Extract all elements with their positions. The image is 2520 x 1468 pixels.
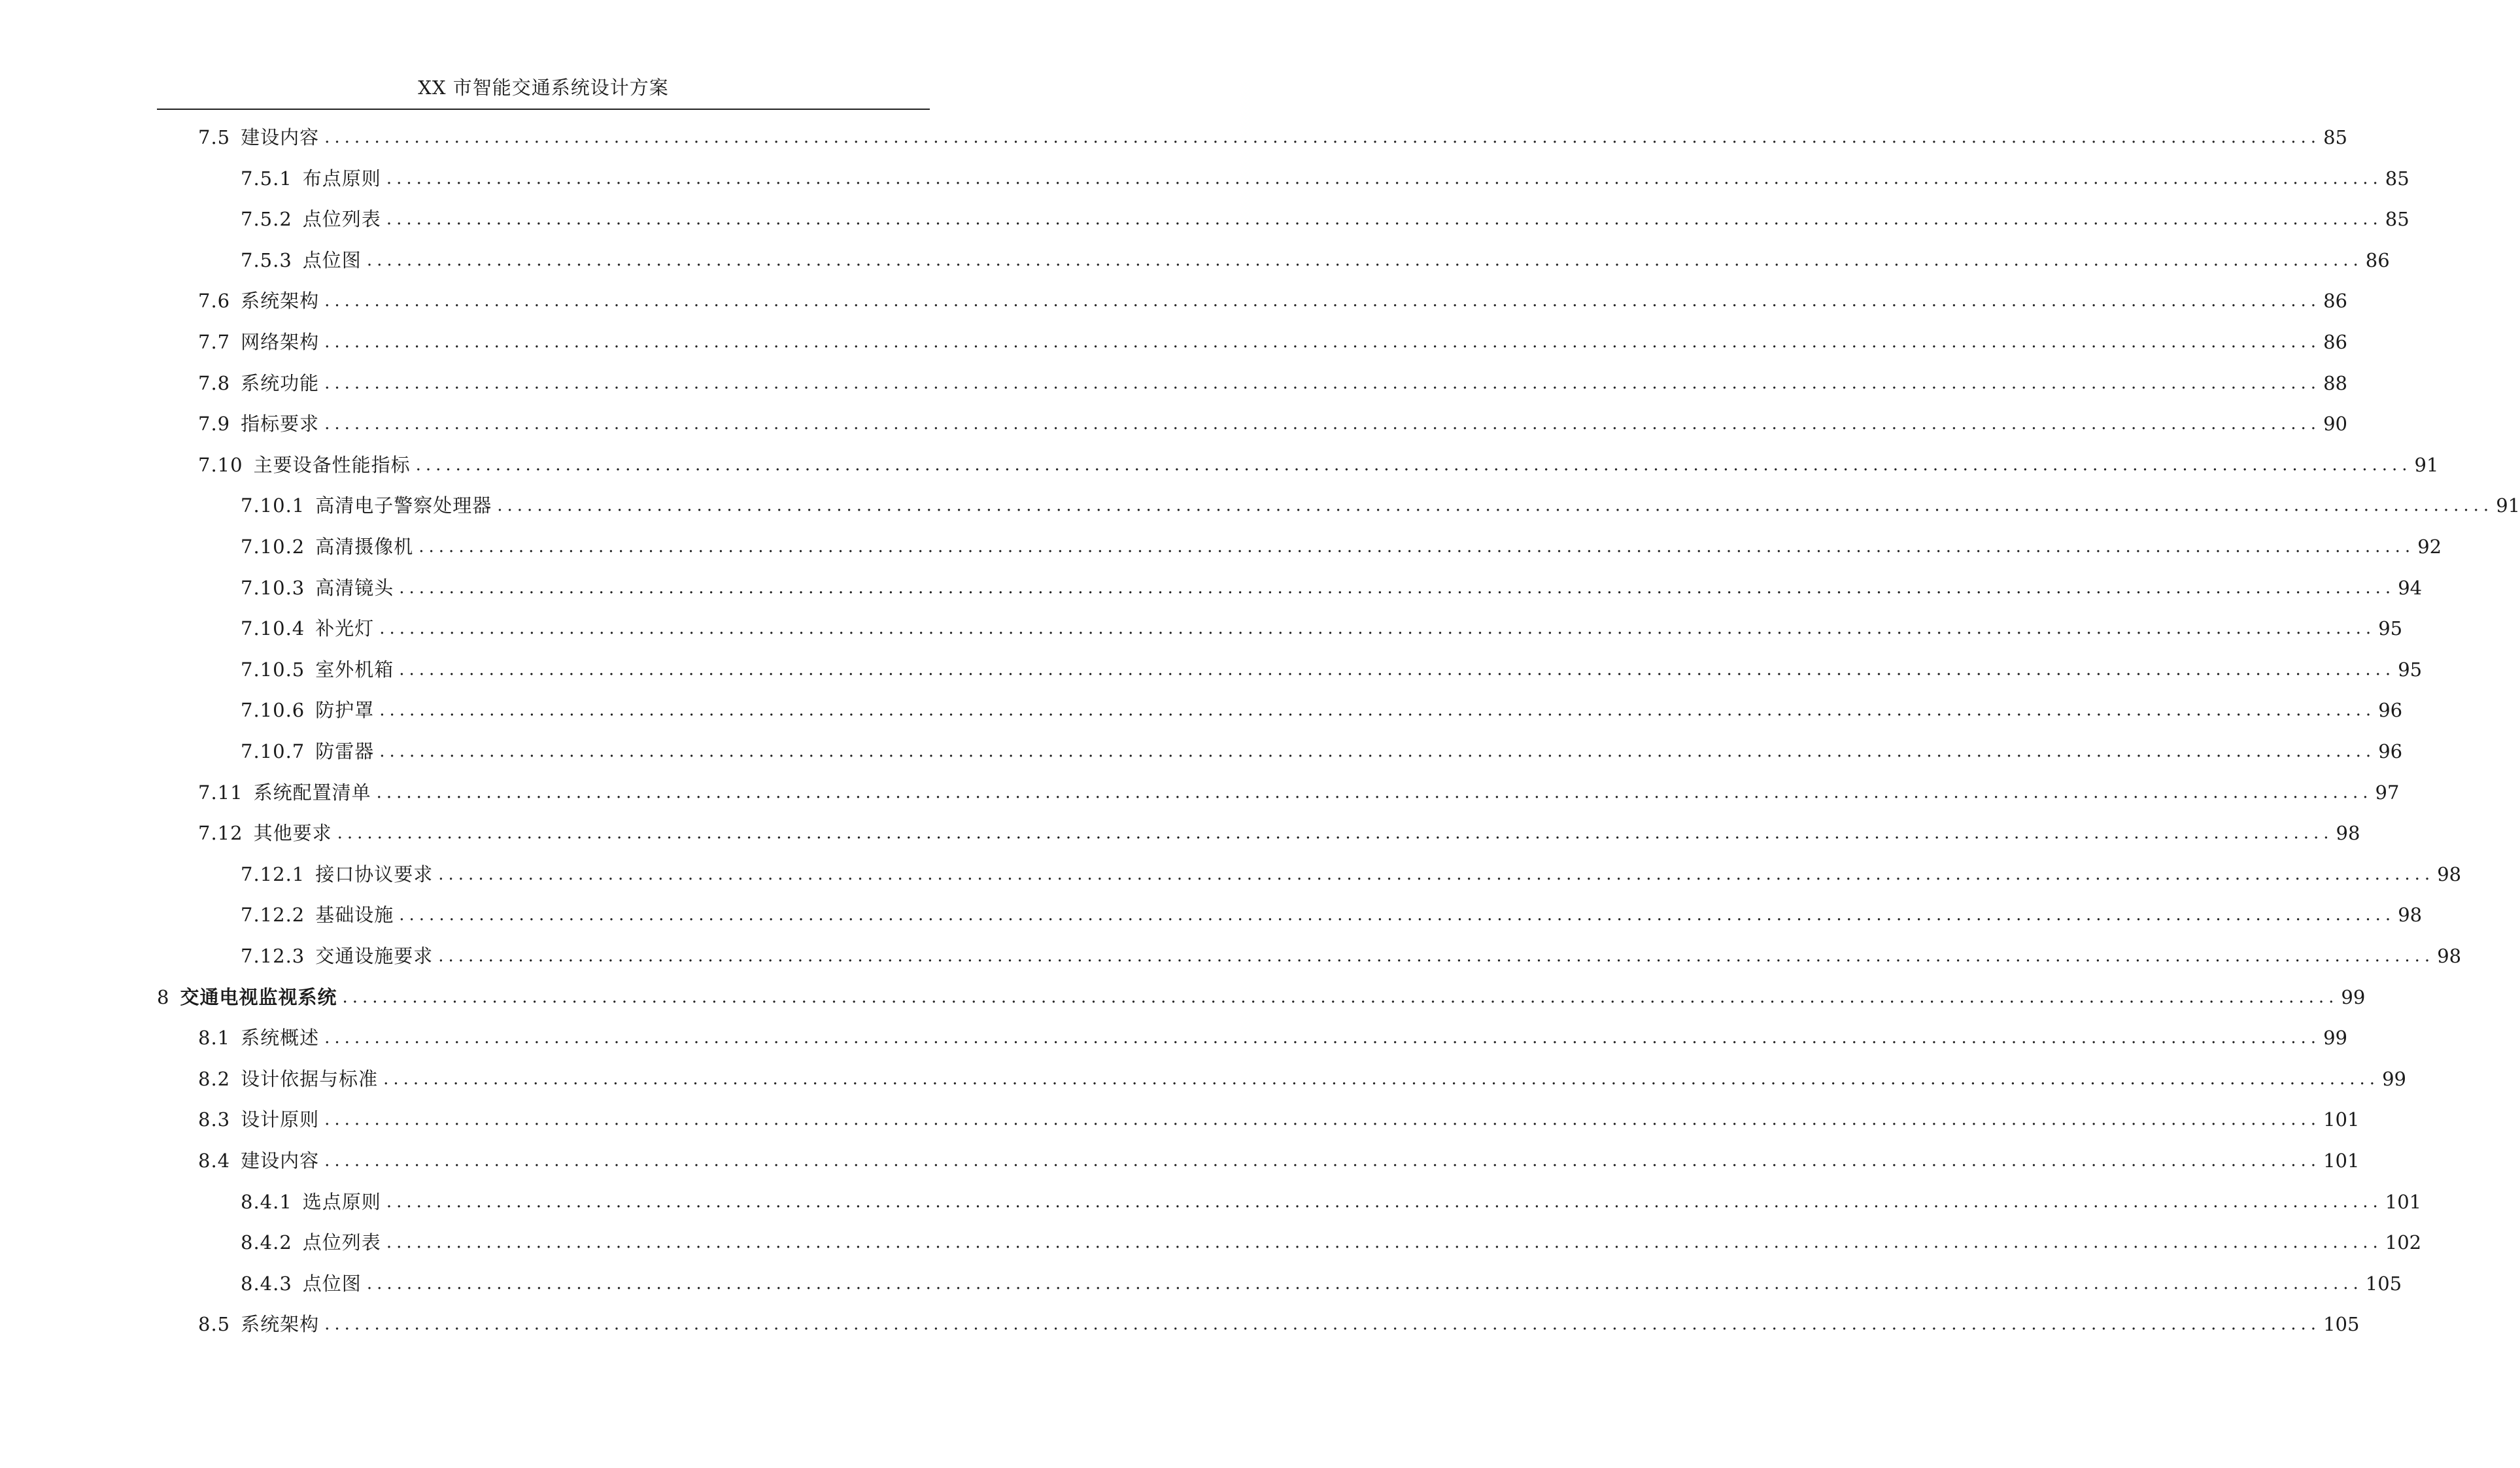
toc-entry[interactable] [241, 614, 2403, 643]
toc-entry-title: 基础设施 [315, 904, 394, 927]
toc-entry-title: 点位列表 [302, 1231, 381, 1254]
toc-entry-page-number: 95 [2398, 658, 2423, 681]
toc-entry[interactable] [241, 573, 2423, 602]
toc-dot-leader: ........................................................................................................................................................................................................ [379, 619, 2376, 639]
toc-dot-leader: ........................................................................................................................................................................................................ [386, 1191, 2383, 1212]
toc-entry-title: 点位图 [302, 1272, 362, 1295]
toc-entry-page-number: 91 [2414, 453, 2439, 476]
toc-entry-page-number: 92 [2417, 536, 2442, 558]
toc-entry[interactable] [241, 491, 2520, 520]
toc-dot-leader: ........................................................................................................................................................................................................ [399, 905, 2396, 925]
toc-entry-number: 8 [157, 985, 170, 1008]
toc-entry-title: 系统功能 [241, 371, 320, 394]
toc-entry-page-number: 105 [2365, 1272, 2402, 1295]
toc-entry-title: 系统概述 [241, 1027, 320, 1050]
toc-entry-title: 其他要求 [253, 822, 332, 845]
toc-entry-title: 点位列表 [302, 208, 381, 231]
toc-entry[interactable] [241, 1228, 2422, 1257]
toc-dot-leader: ........................................................................................................................................................................................................ [324, 373, 2321, 393]
toc-entry[interactable] [241, 1269, 2402, 1298]
toc-entry[interactable] [198, 1146, 2360, 1175]
toc-dot-leader: ........................................................................................................................................................................................................ [418, 537, 2415, 556]
toc-dot-leader: ........................................................................................................................................................................................................ [324, 332, 2321, 352]
toc-entry-title: 补光灯 [315, 617, 375, 640]
toc-dot-leader: ........................................................................................................................................................................................................ [324, 414, 2321, 434]
toc-dot-leader: ........................................................................................................................................................................................................ [386, 168, 2383, 188]
toc-dot-leader: ........................................................................................................................................................................................................ [366, 250, 2363, 270]
toc-entry-page-number: 88 [2323, 371, 2347, 394]
toc-entry[interactable] [198, 409, 2347, 438]
toc-entry-number: 7.10.6 [241, 699, 305, 722]
toc-dot-leader: ........................................................................................................................................................................................................ [438, 946, 2435, 966]
toc-entry-title: 建设内容 [241, 1150, 320, 1172]
toc-entry-page-number: 85 [2385, 208, 2409, 231]
toc-entry-number: 7.10.5 [241, 658, 305, 681]
toc-entry-number: 7.12.3 [241, 945, 305, 967]
toc-entry-title: 交通电视监视系统 [180, 985, 337, 1008]
toc-dot-leader: ........................................................................................................................................................................................................ [415, 454, 2412, 475]
toc-entry-page-number: 85 [2323, 126, 2347, 148]
toc-entry-title: 防雷器 [315, 740, 375, 762]
toc-entry-page-number: 94 [2398, 576, 2423, 599]
toc-entry-page-number: 90 [2323, 413, 2347, 435]
toc-entry[interactable] [241, 655, 2423, 684]
toc-dot-leader: ........................................................................................................................................................................................................ [379, 700, 2376, 721]
toc-dot-leader: ........................................................................................................................................................................................................ [383, 1068, 2380, 1089]
toc-dot-leader: ........................................................................................................................................................................................................ [324, 128, 2321, 147]
toc-entry-title: 设计依据与标准 [241, 1067, 379, 1090]
toc-dot-leader: ........................................................................................................................................................................................................ [386, 209, 2383, 230]
toc-entry-page-number: 105 [2323, 1313, 2360, 1336]
toc-entry-number: 8.2 [198, 1067, 231, 1090]
toc-entry[interactable] [241, 860, 2462, 889]
toc-entry[interactable] [198, 369, 2347, 398]
toc-entry[interactable] [198, 1065, 2406, 1093]
toc-entry-number: 8.4.2 [241, 1231, 292, 1254]
toc-entry-number: 7.6 [198, 290, 231, 313]
toc-entry-page-number: 99 [2382, 1067, 2406, 1090]
page-header-title: XX 市智能交通系统设计方案 [418, 77, 669, 99]
toc-entry-title: 建设内容 [241, 126, 320, 148]
toc-dot-leader: ........................................................................................................................................................................................................ [366, 1273, 2363, 1293]
toc-entry-number: 8.1 [198, 1027, 231, 1050]
toc-entry-title: 防护罩 [315, 699, 375, 722]
toc-entry[interactable] [198, 1310, 2360, 1339]
toc-entry-number: 7.5.3 [241, 248, 292, 271]
toc-entry-page-number: 98 [2398, 904, 2423, 927]
toc-entry-page-number: 98 [2437, 862, 2462, 885]
toc-entry[interactable] [241, 737, 2403, 766]
toc-entry[interactable] [241, 532, 2442, 561]
toc-entry-number: 7.12 [198, 822, 243, 845]
toc-entry-page-number: 95 [2378, 617, 2403, 640]
toc-dot-leader: ........................................................................................................................................................................................................ [324, 291, 2321, 311]
toc-entry-title: 点位图 [302, 248, 362, 271]
toc-entry-number: 7.8 [198, 371, 231, 394]
toc-entry-number: 8.4 [198, 1150, 231, 1172]
toc-entry-page-number: 99 [2323, 1027, 2347, 1050]
toc-entry[interactable] [241, 942, 2462, 970]
toc-entry-title: 系统配置清单 [253, 781, 371, 804]
toc-entry-number: 7.11 [198, 781, 243, 804]
toc-entry-number: 7.10 [198, 453, 243, 476]
toc-entry-page-number: 102 [2385, 1231, 2422, 1254]
toc-entry[interactable] [157, 983, 2366, 1012]
toc-entry[interactable] [198, 286, 2347, 315]
toc-entry-number: 7.10.2 [241, 536, 305, 558]
toc-entry[interactable] [198, 819, 2360, 847]
toc-entry[interactable] [241, 1187, 2422, 1216]
toc-entry-page-number: 86 [2323, 290, 2347, 313]
toc-entry-page-number: 101 [2323, 1108, 2360, 1131]
toc-entry-number: 7.5.2 [241, 208, 292, 231]
toc-dot-leader: ........................................................................................................................................................................................................ [324, 1151, 2321, 1170]
toc-entry-title: 高清电子警察处理器 [315, 494, 492, 517]
toc-dot-leader: ........................................................................................................................................................................................................ [376, 782, 2373, 802]
toc-entry-number: 8.4.3 [241, 1272, 292, 1295]
toc-entry-page-number: 91 [2496, 494, 2520, 517]
toc-entry-title: 高清摄像机 [315, 536, 414, 558]
toc-entry-page-number: 96 [2378, 699, 2403, 722]
toc-dot-leader: ........................................................................................................................................................................................................ [379, 742, 2376, 761]
toc-entry-page-number: 96 [2378, 740, 2403, 762]
toc-entry[interactable] [198, 1105, 2360, 1134]
toc-dot-leader: ........................................................................................................................................................................................................ [342, 987, 2339, 1007]
toc-entry-number: 7.10.4 [241, 617, 305, 640]
toc-entry-page-number: 101 [2385, 1190, 2422, 1213]
toc-entry-page-number: 97 [2375, 781, 2400, 804]
toc-entry[interactable] [198, 778, 2400, 807]
toc-entry[interactable] [198, 328, 2347, 356]
toc-entry-title: 指标要求 [241, 413, 320, 435]
toc-entry-title: 接口协议要求 [315, 862, 434, 885]
toc-entry-number: 8.5 [198, 1313, 231, 1336]
toc-entry-number: 8.4.1 [241, 1190, 292, 1213]
toc-entry-number: 8.3 [198, 1108, 231, 1131]
toc-entry-title: 系统架构 [241, 290, 320, 313]
toc-entry-page-number: 85 [2385, 167, 2409, 190]
toc-entry-number: 7.7 [198, 331, 231, 353]
toc-entry-title: 室外机箱 [315, 658, 394, 681]
toc-entry-title: 布点原则 [302, 167, 381, 190]
toc-entry[interactable] [198, 451, 2439, 479]
toc-entry-page-number: 99 [2341, 985, 2366, 1008]
toc-entry-page-number: 86 [2365, 248, 2390, 271]
toc-entry[interactable] [241, 164, 2409, 193]
toc-entry-title: 网络架构 [241, 331, 320, 353]
toc-entry-number: 7.10.1 [241, 494, 305, 517]
toc-entry-title: 设计原则 [241, 1108, 320, 1131]
toc-entry-title: 交通设施要求 [315, 945, 434, 967]
toc-dot-leader: ........................................................................................................................................................................................................ [438, 864, 2435, 884]
header-divider [157, 109, 930, 110]
toc-dot-leader: ........................................................................................................................................................................................................ [324, 1028, 2321, 1048]
toc-entry-page-number: 101 [2323, 1150, 2360, 1172]
toc-dot-leader: ........................................................................................................................................................................................................ [497, 496, 2494, 516]
toc-entry[interactable] [241, 246, 2390, 275]
toc-entry-number: 7.12.2 [241, 904, 305, 927]
toc-entry-title: 主要设备性能指标 [253, 453, 411, 476]
toc-entry-number: 7.9 [198, 413, 231, 435]
toc-dot-leader: ........................................................................................................................................................................................................ [386, 1233, 2383, 1253]
toc-entry-number: 7.12.1 [241, 862, 305, 885]
toc-entry-page-number: 98 [2437, 945, 2462, 967]
toc-entry[interactable] [198, 123, 2347, 152]
toc-entry-title: 选点原则 [302, 1190, 381, 1213]
toc-entry-title: 高清镜头 [315, 576, 394, 599]
toc-entry-number: 7.5.1 [241, 167, 292, 190]
toc-entry[interactable] [198, 1023, 2347, 1052]
toc-entry-number: 7.10.7 [241, 740, 305, 762]
toc-dot-leader: ........................................................................................................................................................................................................ [324, 1110, 2321, 1130]
toc-entry[interactable] [241, 696, 2403, 725]
toc-dot-leader: ........................................................................................................................................................................................................ [399, 659, 2396, 679]
toc-entry-page-number: 86 [2323, 331, 2347, 353]
toc-entry-page-number: 98 [2336, 822, 2360, 845]
toc-entry-number: 7.10.3 [241, 576, 305, 599]
toc-entry-number: 7.5 [198, 126, 231, 148]
toc-entry-title: 系统架构 [241, 1313, 320, 1336]
toc-dot-leader: ........................................................................................................................................................................................................ [324, 1314, 2321, 1335]
toc-dot-leader: ........................................................................................................................................................................................................ [337, 823, 2334, 844]
toc-entry[interactable] [241, 900, 2423, 929]
toc-dot-leader: ........................................................................................................................................................................................................ [399, 577, 2396, 598]
toc-entry[interactable] [241, 205, 2409, 233]
